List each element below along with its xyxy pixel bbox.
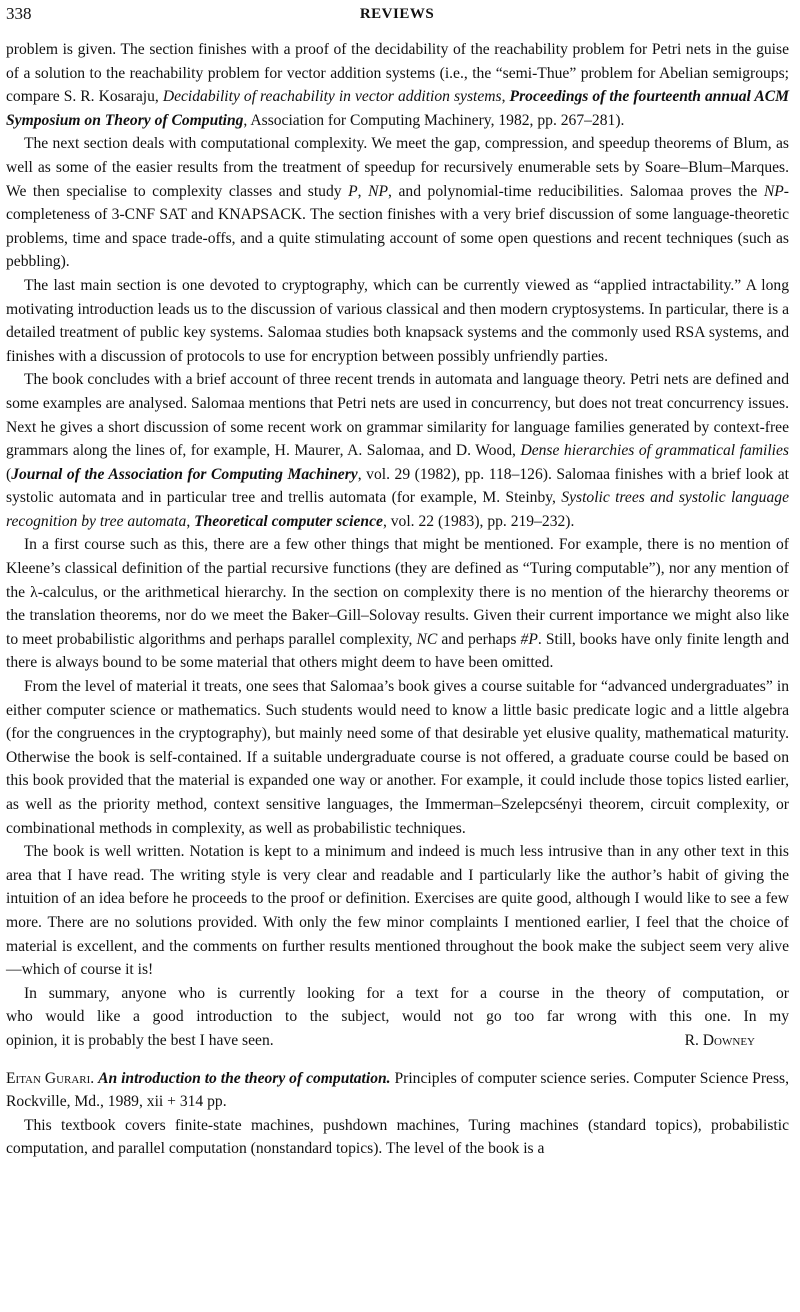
- paragraph: The next section deals with computational complexity. We meet the gap, compression, and speedup theorems of Blum, as well as some of the easier results from the treatment of speedup for recursively enumerable sets by Soare–Blum–Marques. We then specialise to complexity classes and study P, NP, and polynomial-time reducibilities. Salomaa proves the NP-completeness of 3-CNF SAT and KNAPSACK. The section finishes with a very brief discussion of some language-theoretic problems, time and space trade-offs, and a quite stimulating account of some open questions and recent techniques (such as pebbling).: [6, 135, 789, 271]
- cited-title: Decidability of reachability in vector addition systems: [162, 88, 502, 106]
- cited-title: Systolic trees and systolic language recognition by tree automata: [6, 489, 789, 530]
- review-heading: [6, 1067, 789, 1114]
- paragraph: This textbook covers finite-state machines, pushdown machines, Turing machines (standard topics), probabilistic computation, and parallel computation (nonstandard topics). The level of the book is a: [6, 1116, 789, 1158]
- cited-title: Dense hierarchies of grammatical families: [520, 442, 789, 460]
- running-head: REVIEWS: [359, 6, 435, 22]
- paragraph: From the level of material it treats, one sees that Salomaa’s book gives a course suitable for “advanced undergraduates” in either computer science or mathematics. Such students would need to know a little basic predicate logic and a little algebra (for the congruences in the cryptography), but mainly need some of that desirable yet elusive quality, mathematical maturity. Otherwise the book is self-contained. If a suitable undergraduate course is not offered, a graduate course could be based on this book provided that the material is expanded one way or another. For example, it could include those topics listed earlier, as well as the priority method, context sensitive languages, the Immerman–Szelepcsényi theorem, circuit complexity, or combinational methods in complexity, as well as probabilistic techniques.: [6, 678, 789, 837]
- page-header: [6, 2, 788, 28]
- reviewer-signature: R. Downey: [684, 1031, 755, 1049]
- page-body: [6, 38, 789, 1161]
- cited-venue: Theoretical computer science: [194, 512, 383, 530]
- page-number: 338: [6, 4, 32, 23]
- paragraph: The book concludes with a brief account of three recent trends in automata and language theory. Petri nets are defined and some examples are analysed. Salomaa mentions that Petri nets are used in concurrency, but does not treat concurrency issues. Next he gives a short discussion of some recent work on grammar similarity for language families generated by context-free grammars along the lines of, for example, H. Maurer, A. Salomaa, and D. Wood, Dense hierarchies of grammatical families (Journal of the Association for Computing Machinery, vol. 29 (1982), pp. 118–126). Salomaa finishes with a brief look at systolic automata and in particular tree and trellis automata (for example, M. Steinby, Systolic trees and systolic language recognition by tree automata, Theoretical computer science, vol. 22 (1983), pp. 219–232).: [6, 371, 790, 530]
- book-details: Principles of computer science series. Computer Science Press, Rockville, Md., 1989, xii + 314 pp.: [6, 1069, 789, 1111]
- paragraph: The last main section is one devoted to cryptography, which can be currently viewed as “applied intractability.” A long motivating introduction leads us to the discussion of various classical and then modern cryptosystems. In particular, there is a detailed treatment of public key systems. Salomaa studies both knapsack systems and the commonly used RSA systems, and finishes with a discussion of protocols to use for encryption between possibly unfriendly parties.: [6, 276, 789, 365]
- paragraph: problem is given. The section finishes with a proof of the decidability of the reachability problem for Petri nets in the guise of a solution to the reachability problem for vector addition systems (i.e., the “semi-Thue” problem for Abelian semigroups; compare S. R. Kosaraju, Decidability of reachability in vector addition systems, Proceedings of the fourteenth annual ACM Symposium on Theory of Computing, Association for Computing Machinery, 1982, pp. 267–281).: [6, 41, 789, 129]
- cited-venue: Proceedings of the fourteenth annual ACM Symposium on Theory of Computing: [6, 88, 789, 129]
- cited-venue: Journal of the Association for Computing Machinery: [11, 465, 358, 483]
- paragraph: The book is well written. Notation is kept to a minimum and indeed is much less intrusive than in any other text in this area that I have read. The writing style is very clear and readable and I particularly like the author’s habit of giving the intuition of an idea before he proceeds to the proof or definition. Exercises are quite good, although I would like to see a few more. There are no solutions provided. With only the few minor complaints I mentioned earlier, I feel that the choice of material is excellent, and the comments on further results mentioned throughout the book make the subject seem very alive—which of course it is!: [6, 843, 789, 979]
- book-title: An introduction to the theory of computation.: [98, 1069, 391, 1087]
- book-author: Eitan Gurari.: [6, 1069, 95, 1087]
- paragraph: In summary, anyone who is currently looking for a text for a course in the theory of computation, or who would like a good introduction to the subject, would not go too far wrong with this one. In my opinion, it is probably the best I have seen. R. Downey: [6, 982, 789, 1053]
- paragraph: In a first course such as this, there are a few other things that might be mentioned. For example, there is no mention of Kleene’s classical definition of the partial recursive functions (they are defined as “Turing computable”), nor any mention of the λ-calculus, or the arithmetical hierarchy. In the section on complexity there is no mention of the hierarchy theorems or the translation theorems, nor do we meet the Baker–Gill–Solovay results. Given their current importance we might also like to meet probabilistic algorithms and perhaps parallel complexity, NC and perhaps #P. Still, books have only finite length and there is always bound to be some material that others might deem to have been omitted.: [6, 536, 789, 672]
